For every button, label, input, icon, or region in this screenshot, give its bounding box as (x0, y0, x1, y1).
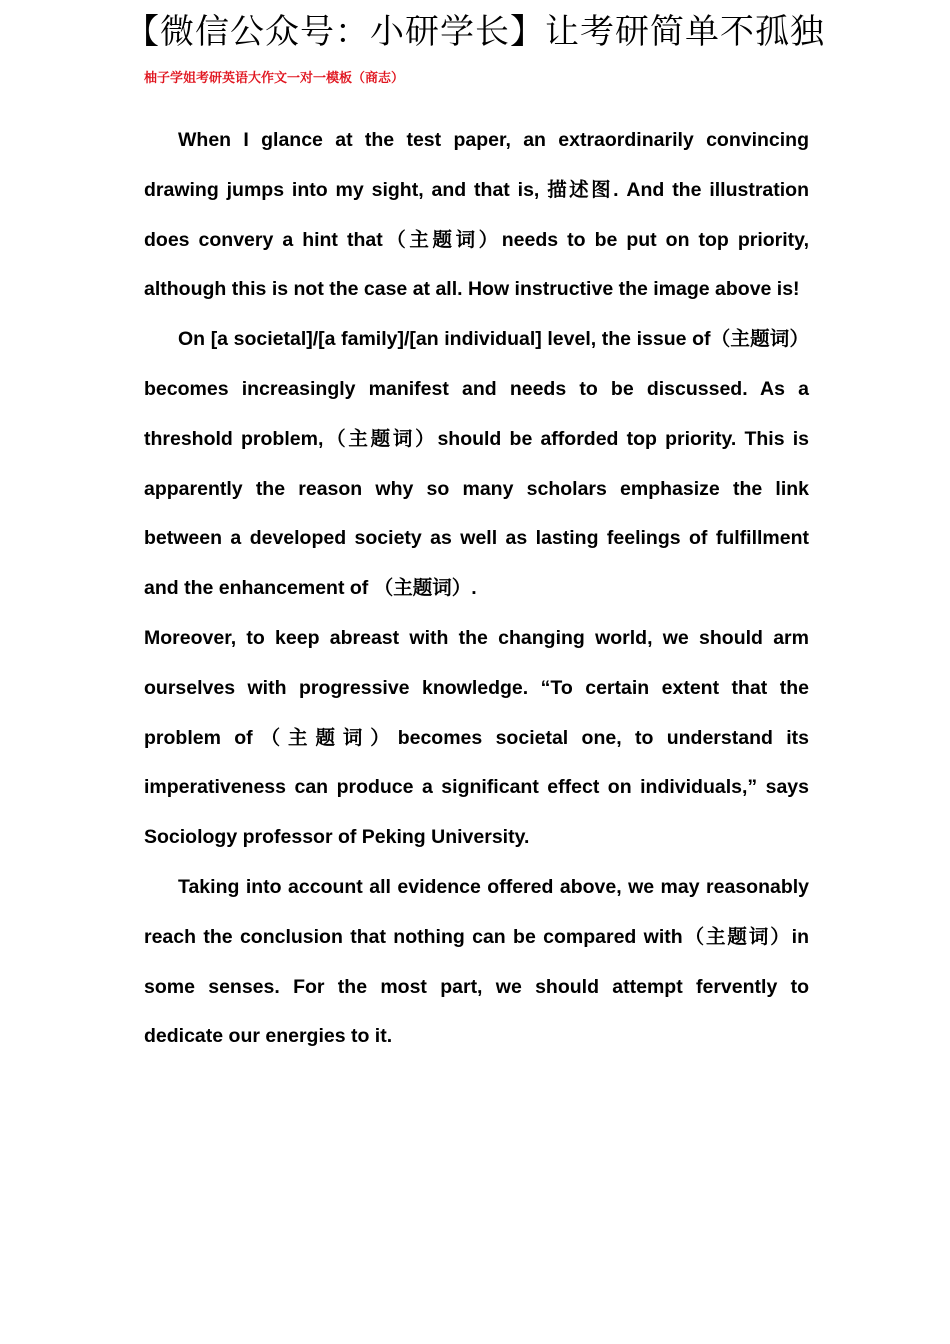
page-banner: 【微信公众号：小研学长】让考研简单不孤独 (125, 12, 825, 52)
essay-body (144, 116, 809, 1062)
essay-paragraph-3: Moreover, to keep abreast with the changing world, we should arm ourselves with progressive knowledge. “To certain extent that the problem of（主题词）becomes societal one, to understand its imperativeness can produce a significant effect on individuals,” says Sociology professor of Peking University. (144, 626, 809, 849)
essay-paragraph-2: On [a societal]/[a family]/[an individual] level, the issue of（主题词）becomes increasingly manifest and needs to be discussed. As a threshold problem,（主题词）should be afforded top priority. This is apparently the reason why so many scholars emphasize the link between a developed society as well as lasting feelings of fulfillment and the enhancement of （主题词）. (144, 328, 809, 600)
essay-paragraph-4: Taking into account all evidence offered above, we may reasonably reach the conclusion that nothing can be compared with（主题词）in some senses. For the most part, we should attempt fervently to dedicate our energies to it. (144, 875, 809, 1048)
document-subtitle: 柚子学姐考研英语大作文一对一模板（商志） (144, 71, 405, 86)
essay-paragraph-1: When I glance at the test paper, an extraordinarily convincing drawing jumps into my sight, and that is, 描述图. And the illustration does convery a hint that（主题词）needs to be put on top priority, although this is not the case at all. How instructive the image above is! (144, 129, 809, 301)
